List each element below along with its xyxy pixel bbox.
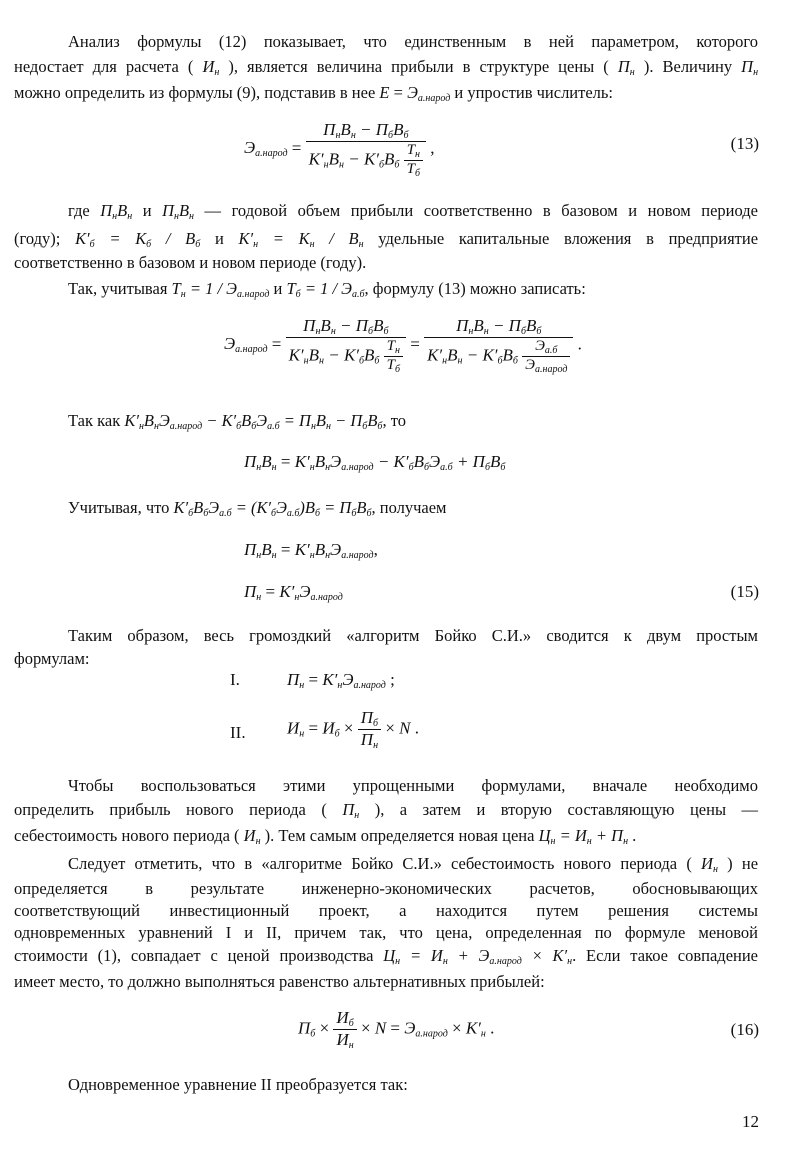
equation-number-15: (15) [730,582,759,601]
paragraph-8-line-6: имеет место, то должно выполняться равенство альтернативных прибылей: [14,972,545,991]
formula-15: $П_н = К'_нЭ_{а.народ}$ [244,582,343,603]
paragraph-3: Так, учитывая $Т_н = 1 / Э_{а.народ}$ и $Т_б = 1 / Э_{а.б}$, формулу (13) можно записать: [68,279,586,300]
formula-profit-volume: $П_нВ_н = К'_нВ_нЭ_{а.народ}$, [244,540,378,561]
paragraph-8-line-3: соответствующий инвестиционный проект, а находится путем решения системы [14,901,758,920]
paragraph-7-line-1: Чтобы воспользоваться этими упрощенными формулами, вначале необходимо [68,776,758,795]
paragraph-1-line-2: недостает для расчета ( $И_н$ ), является величина прибыли в структуре цены ( $П_н$ ). Величину $П_н$ [14,57,759,78]
formula-13-rewritten: $Э_{а.народ}$ = $П_нВ_н - П_бВ_б$ $К'_нВ_н - К'_бВ_б$ $\frac{Т_н}{Т_б}$ = $П_нВ_н - П_бВ_б$ $К'_нВ_н - К'_бВ_б$ $\frac{Э_{а.б}}{Э_{а.народ}}$ . [224,316,582,375]
formula-label-ii: II. [230,723,246,742]
paragraph-8-line-1: Следует отметить, что в «алгоритме Бойко С.И.» себестоимость нового периода ( $И_н$ ) не [68,854,759,875]
paragraph-2-line-2: (году); $К'_б = К_б / В_б$ и $К'_н = К_н / В_н$ удельные капитальные вложения в предприятие [14,229,759,250]
equation-number-16: (16) [730,1020,759,1039]
paragraph-4: Так как $К'_нВ_нЭ_{а.народ} - К'_бВ_бЭ_{а.б} = П_нВ_н - П_бВ_б$, то [68,411,406,432]
paragraph-5: Учитывая, что $К'_бВ_бЭ_{а.б} = (К'_бЭ_{а.б})В_б = П_бВ_б$, получаем [68,498,447,519]
paragraph-2-line-1: где $П_нВ_н$ и $П_нВ_н$ — годовой объем прибыли соответственно в базовом и новом периоде [68,201,758,222]
formula-13: $Э_{а.народ}$ = $П_нВ_н - П_бВ_б$ $К'_нВ_н - К'_бВ_б$ $\frac{Т_н}{Т_б}$ , [244,120,435,179]
paragraph-8-line-4: одновременных уравнений I и II, причем так, что цена, определенная по формуле меновой [14,923,758,942]
formula-profit-expanded: $П_нВ_н = К'_нВ_нЭ_{а.народ} - К'_бВ_бЭ_{а.б} + П_бВ_б$ [244,452,506,473]
page-number: 12 [742,1112,759,1131]
formula-16: $П_б$ × $\frac{И_б}{И_н}$ × $N = Э_{а.народ} \times К'_н$ . [298,1008,495,1051]
paragraph-7-line-2: определить прибыль нового периода ( $П_н$ ), а затем и вторую составляющую цены — [14,800,759,821]
paragraph-7-line-3: себестоимость нового периода ( $И_н$ ). Тем самым определяется новая цена $Ц_н = И_н + П_н$ . [14,826,637,847]
formula-ii: $И_н = И_б$ × $\frac{П_б}{П_н}$ × N . [287,708,419,751]
paragraph-1-line-1: Анализ формулы (12) показывает, что единственным в ней параметром, которого [68,32,758,51]
paragraph-1-line-3: можно определить из формулы (9), подставив в нее $Е = Э_{а.народ}$ и упростив числитель: [14,83,614,104]
paragraph-8-line-2: определяется в результате инженерно-экономических расчетов, обосновывающих [14,879,758,898]
paragraph-6-line-1: Таким образом, весь громоздкий «алгоритм Бойко С.И.» сводится к двум простым [68,626,758,645]
formula-label-i: I. [230,670,240,689]
paragraph-6-line-2: формулам: [14,649,90,668]
paragraph-2-line-3: соответственно в базовом и новом периоде (году). [14,253,367,272]
formula-i: $П_н = К'_нЭ_{а.народ}$ ; [287,670,395,691]
paragraph-8-line-5: стоимости (1), совпадает с ценой производства $Ц_н = И_н + Э_{а.народ} \times К'_н$. Если такое совпадение [14,946,759,967]
equation-number-13: (13) [730,134,759,153]
paragraph-9: Одновременное уравнение II преобразуется так: [68,1075,408,1094]
